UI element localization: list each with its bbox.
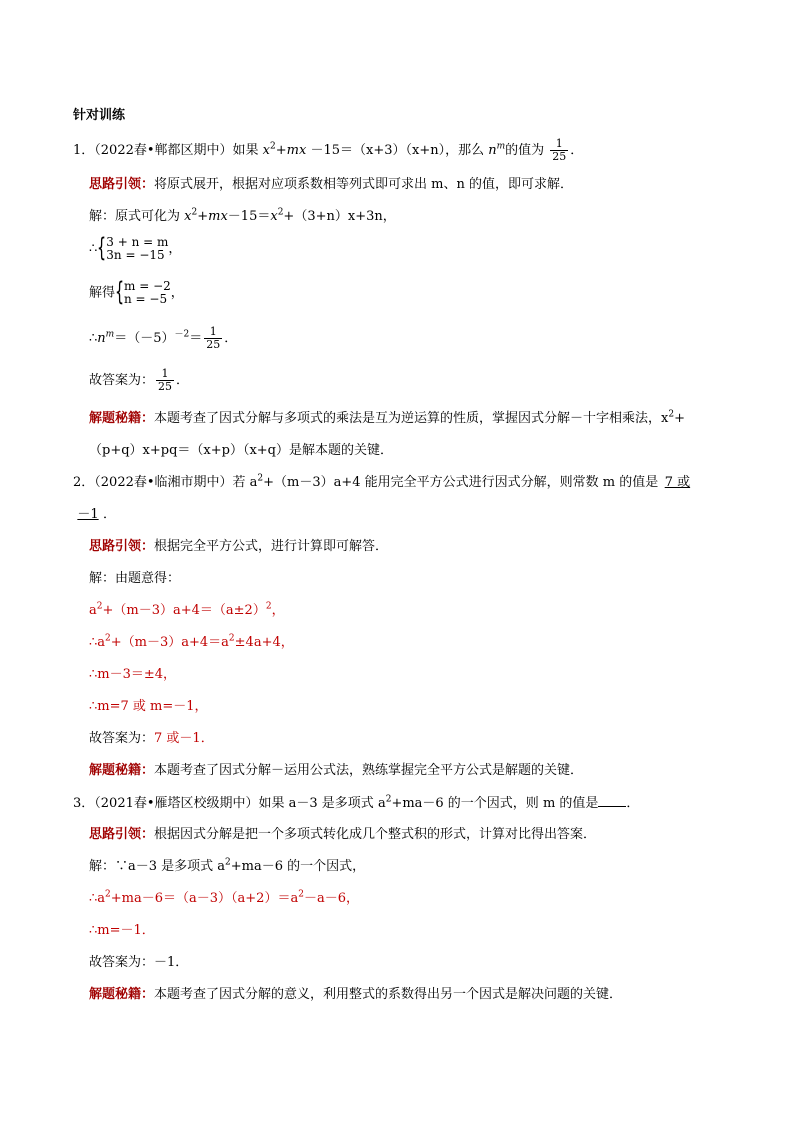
section-title: 针对训练	[73, 108, 126, 123]
q2-stem-cont: －1 ．	[73, 506, 116, 524]
q3-step1: $\therefore a^2+ma-6=(a-3)(a+2)=a^2-a-6$，	[89, 889, 359, 906]
q2-hint: 思路引领：根据完全平方公式，进行计算即可解答．	[89, 539, 389, 554]
q1-hint: 思路引领：将原式展开，根据对应项系数相等列式即可求出 m、n 的值，即可求解．	[89, 177, 573, 192]
q2-final-answer: 故答案为：7 或－1．	[89, 731, 214, 746]
q1-power-line: $\therefore n^m=(-5)^{-2}=$ $\frac{1}{25}$ ．	[89, 325, 238, 351]
q2-answer-part1: 7 或	[664, 475, 691, 490]
q3-hint: 思路引领：根据因式分解是把一个多项式转化成几个整式积的形式，计算对比得出答案．	[89, 827, 597, 842]
q3-stem: 3．（2021春•雁塔区校级期中）如果 a－3 是多项式 $a^2+ma-6$ 的一个因式，则 m 的值是 ．	[73, 794, 640, 811]
q3-final-answer: 故答案为：－1．	[89, 955, 189, 970]
q2-answer-part2: －1	[77, 507, 99, 522]
q1-system-2: 解得 { m = −2 n = −5 ，	[89, 277, 184, 307]
q1-secret: 解题秘籍：本题考查了因式分解与多项式的乘法是互为逆运算的性质，掌握因式分解－十字相乘法，$x^2+$	[89, 409, 685, 426]
q1-secret-cont: （p+q）x+pq＝（x+p）（x+q）是解本题的关键．	[89, 443, 393, 458]
q3-solution-line1: 解：∵a－3 是多项式 $a^2+ma-6$ 的一个因式，	[89, 857, 366, 874]
q2-step3: ∴m－3＝±4，	[89, 667, 177, 682]
q2-step4: ∴m=7 或 m=－1，	[89, 699, 208, 714]
q1-final-answer: 故答案为： $\frac{1}{25}$ ．	[89, 367, 190, 393]
q3-secret: 解题秘籍：本题考查了因式分解的意义，利用整式的系数得出另一个因式是解决问题的关键．	[89, 987, 623, 1002]
q1-system-1: ∴ { 3 + n = m 3n = −15 ，	[89, 233, 182, 263]
q2-secret: 解题秘籍：本题考查了因式分解－运用公式法，熟练掌握完全平方公式是解题的关键．	[89, 763, 584, 778]
q2-solution-intro: 解：由题意得：	[89, 571, 181, 586]
q1-answer-fraction: $\frac{1}{25}$	[552, 137, 567, 163]
q1-stem: 1．（2022春•郸都区期中）如果 $x^2+mx -15=(x+3)(x+n)$，那么 $n^m$的值为 $\frac{1}{25}$ ．	[73, 137, 584, 163]
q3-answer-blank	[598, 794, 626, 807]
q2-step1: $a^2+(m-3)a+4=(a\pm 2)^2$，	[89, 601, 285, 618]
q1-solution-line1: 解：原式可化为 $x^2+mx-15=x^2+(3+n)x+3n$，	[89, 207, 396, 224]
q2-stem: 2．（2022春•临湘市期中）若 $a^2+(m-3)a+4$ 能用完全平方公式进行因式分解，则常数 m 的值是 7 或	[73, 474, 692, 492]
q2-step2: $\therefore a^2+(m-3)a+4=a^2\pm 4a+4$，	[89, 633, 294, 650]
q3-step2: ∴m=－1．	[89, 923, 155, 938]
